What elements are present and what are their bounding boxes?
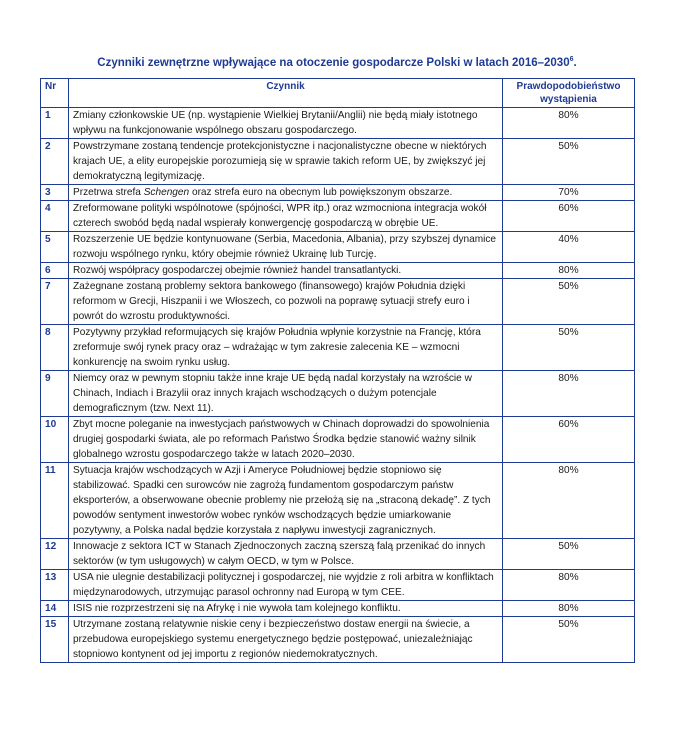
table-row (41, 371, 635, 417)
factor-text-part: Zreformowane polityki wspólnotowe (spójności, WPR itp.) oraz wzmocniona integracja wokół czterech swobód będą nadal wspierały konwergencję gospodarczą w obrębie UE. (73, 203, 487, 229)
factor-text (69, 232, 503, 263)
table-row (41, 263, 635, 279)
factor-text-part: Sytuacja krajów wschodzących w Azji i Ameryce Południowej będzie stopniowo się stabilizować. Spadki cen surowców nie zagrożą fundamentom gospodarczym państw eksporterów, a obserwowane obecnie problemy nie przełożą się na „straconą dekadę”. Z tych powodów sentyment inwestorów wobec rynków wschodzących będzie umiarkowanie pozytywny, a Polska nadal będzie korzystała z napływu inwestycji zagranicznych. (73, 465, 491, 536)
row-number: 5 (41, 232, 69, 263)
row-number: 12 (41, 539, 69, 570)
table-row (41, 201, 635, 232)
factor-text (69, 263, 503, 279)
factor-text (69, 417, 503, 463)
factor-text-part: oraz strefa euro na obecnym lub powiększonym obszarze. (189, 187, 453, 198)
probability-value: 50% (503, 139, 635, 185)
factor-text (69, 325, 503, 371)
probability-value: 50% (503, 539, 635, 570)
factors-table (40, 78, 635, 663)
row-number: 1 (41, 108, 69, 139)
header-row (41, 79, 635, 108)
factor-text (69, 139, 503, 185)
factor-text-italic: Schengen (143, 187, 190, 198)
factor-text-part: USA nie ulegnie destabilizacji politycznej i gospodarczej, nie wyjdzie z roli arbitra w konfliktach międzynarodowych, utrzymując parasol ochronny nad Europą w tym CEE. (73, 572, 494, 598)
probability-value: 60% (503, 201, 635, 232)
probability-value: 80% (503, 371, 635, 417)
table-row (41, 108, 635, 139)
factor-text-part: Zmiany członkowskie UE (np. wystąpienie Wielkiej Brytanii/Anglii) nie będą miały istotnego wpływu na funkcjonowanie wspólnego obszaru gospodarczego. (73, 110, 478, 136)
row-number: 14 (41, 601, 69, 617)
table-row (41, 417, 635, 463)
table-row (41, 232, 635, 263)
factor-text-part: Rozszerzenie UE będzie kontynuowane (Serbia, Macedonia, Albania), przy szybszej dynamice rozwoju wspólnego rynku, który obejmie również Ukrainę lub Turcję. (73, 234, 497, 260)
row-number: 10 (41, 417, 69, 463)
row-number: 13 (41, 570, 69, 601)
factor-text (69, 463, 503, 539)
table-body (41, 108, 635, 663)
factor-text (69, 539, 503, 570)
probability-value: 80% (503, 570, 635, 601)
probability-value: 50% (503, 325, 635, 371)
probability-value: 50% (503, 617, 635, 663)
title-footnote-marker: 6 (569, 56, 574, 63)
probability-value: 80% (503, 108, 635, 139)
factor-text-part: Zbyt mocne poleganie na inwestycjach państwowych w Chinach doprowadzi do spowolnienia drugiej gospodarki świata, ale po reformach Państwo Środka będzie stanowić ważny silnik globalnego wzrostu gospodarczego także w latach 2020–2030. (73, 419, 490, 460)
row-number: 15 (41, 617, 69, 663)
probability-value: 70% (503, 185, 635, 201)
factor-text (69, 108, 503, 139)
factor-text-part: Zażegnane zostaną problemy sektora bankowego (finansowego) krajów Południa dzięki reformom w Grecji, Hiszpanii i we Włoszech, co pozwoli na poprawę sytuacji strefy euro i powrót do wzrostu produktywności. (73, 281, 470, 322)
table-row (41, 185, 635, 201)
table-title-text: Czynniki zewnętrzne wpływające na otoczenie gospodarcze Polski w latach 2016–2030 (97, 56, 570, 69)
probability-value: 50% (503, 279, 635, 325)
header-factor: Czynnik (69, 79, 503, 108)
factor-text (69, 570, 503, 601)
factor-text-part: Powstrzymane zostaną tendencje protekcjonistyczne i nacjonalistyczne obecne w niektórych krajach UE, a elity europejskie porozumieją się w sprawie takich reform UE, by zwiększyć jej demokratyczną legitymizację. (73, 141, 487, 182)
factor-text-part: Innowacje z sektora ICT w Stanach Zjednoczonych zaczną szerszą falą przenikać do innych sektorów (w tym usługowych) w całym OECD, w tym w Polsce. (73, 541, 486, 567)
factor-text (69, 601, 503, 617)
table-row (41, 617, 635, 663)
table-row (41, 570, 635, 601)
row-number: 8 (41, 325, 69, 371)
row-number: 7 (41, 279, 69, 325)
factor-text-part: ISIS nie rozprzestrzeni się na Afrykę i nie wywoła tam kolejnego konfliktu. (73, 603, 401, 614)
row-number: 4 (41, 201, 69, 232)
factor-text-part: Rozwój współpracy gospodarczej obejmie również handel transatlantycki. (73, 265, 402, 276)
row-number: 9 (41, 371, 69, 417)
factor-text (69, 185, 503, 201)
probability-value: 80% (503, 263, 635, 279)
table-row (41, 325, 635, 371)
row-number: 11 (41, 463, 69, 539)
probability-value: 80% (503, 463, 635, 539)
table-row (41, 279, 635, 325)
probability-value: 40% (503, 232, 635, 263)
table-title: Czynniki zewnętrzne wpływające na otoczenie gospodarcze Polski w latach 2016–2030$^6$. (97, 56, 577, 69)
factor-text-part: Utrzymane zostaną relatywnie niskie ceny i bezpieczeństwo dostaw energii na świecie, a przebudowa europejskiego systemu energetycznego będzie postępować, uniezależniając stopniowo kontynent od jej importu z regionów niedemokratycznych. (73, 619, 473, 660)
probability-value: 60% (503, 417, 635, 463)
row-number: 6 (41, 263, 69, 279)
factor-text-part: Pozytywny przykład reformujących się krajów Południa wpłynie korzystnie na Francję, która zreformuje swój rynek pracy oraz – wdrażając w tym zakresie zalecenia KE – wzmocni konkurencję na swoim rynku usług. (73, 327, 481, 368)
factor-text (69, 371, 503, 417)
table-row (41, 139, 635, 185)
probability-value: 80% (503, 601, 635, 617)
header-probability: Prawdopodobieństwo wystąpienia (503, 79, 635, 108)
row-number: 3 (41, 185, 69, 201)
factor-text (69, 201, 503, 232)
factor-text (69, 279, 503, 325)
table-row (41, 601, 635, 617)
row-number: 2 (41, 139, 69, 185)
factor-text (69, 617, 503, 663)
factor-text-part: Przetrwa strefa (73, 187, 144, 198)
header-nr: Nr (41, 79, 69, 108)
table-row (41, 539, 635, 570)
table-row (41, 463, 635, 539)
factor-text-part: Niemcy oraz w pewnym stopniu także inne kraje UE będą nadal korzystały na wzroście w Chinach, Indiach i Brazylii oraz innych krajach wschodzących o dużym potencjale demograficznym (tzw. Next 11). (73, 373, 472, 414)
